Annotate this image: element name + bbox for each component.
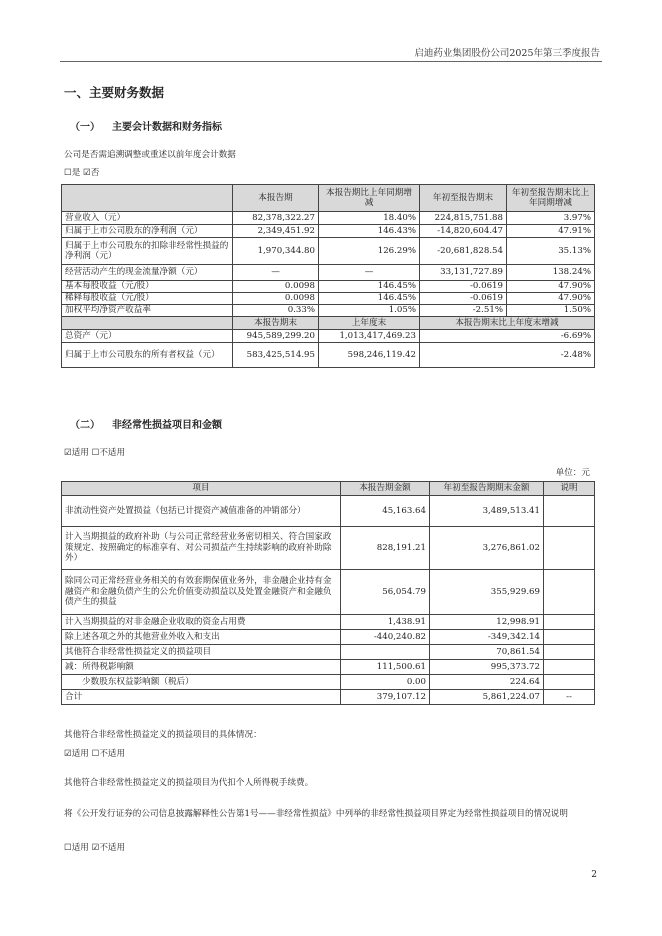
row-label: 营业收入（元） <box>62 212 233 225</box>
non-recurring-table <box>61 481 595 705</box>
row-label: 除同公司正常经营业务相关的有效套期保值业务外，非金融企业持有金融资产和金融负债产生的公允价值变动损益以及处置金融资产和金融负债产生的损益 <box>62 570 341 615</box>
reclass-note: 将《公开发行证券的公司信息披露解释性公告第1号——非经常性损益》中列举的非经常性损益项目界定为经常性损益项目的情况说明 <box>64 809 568 819</box>
row-label: 少数股东权益影响额（税后） <box>62 675 341 690</box>
cell-value: 111,500.61 <box>341 660 430 675</box>
cell-value: 5,861,224.07 <box>430 690 544 705</box>
cell-value: 2,349,451.92 <box>233 225 319 238</box>
report-header: 启迪药业集团股份公司2025年第三季度报告 <box>414 48 600 59</box>
table-header-row <box>62 317 595 330</box>
header-cell: 本报告期末比上年度末增减 <box>420 317 595 330</box>
cell-value: -0.0619 <box>420 293 507 305</box>
table-row <box>62 343 595 368</box>
cell-value: -20,681,828.54 <box>420 238 507 265</box>
header-cell: 本报告期金额 <box>341 482 430 496</box>
header-cell: 项目 <box>62 482 341 496</box>
cell-value: -2.51% <box>420 305 507 317</box>
key-financial-table <box>61 184 595 368</box>
applicable-choice-2: ☑适用 ☐不适用 <box>64 749 126 759</box>
subsection-label: 主要会计数据和财务指标 <box>112 122 222 133</box>
table-row <box>62 527 595 570</box>
row-label: 非流动性资产处置损益（包括已计提资产减值准备的冲销部分） <box>62 496 341 527</box>
row-label: 加权平均净资产收益率 <box>62 305 233 317</box>
subsection-title-1 <box>70 118 222 133</box>
cell-value: 945,589,299.20 <box>233 330 319 343</box>
section-title: 一、主要财务数据 <box>64 85 165 100</box>
cell-value: 47.91% <box>507 225 595 238</box>
cell-value: — <box>319 265 420 281</box>
cell-value: 0.0098 <box>233 281 319 293</box>
table-row <box>62 690 595 705</box>
cell-value: 12,998.91 <box>430 615 544 630</box>
row-label: 合计 <box>62 690 341 705</box>
other-items-note: 其他符合非经常性损益定义的损益项目的具体情况： <box>64 730 262 740</box>
cell-value: -0.0619 <box>420 281 507 293</box>
cell-value: 47.90% <box>507 293 595 305</box>
header-cell: 年初至报告期末比上年同期增减 <box>507 185 595 212</box>
other-items-desc: 其他符合非经常性损益定义的损益项目为代扣个人所得税手续费。 <box>64 778 314 788</box>
cell-value: 0.0098 <box>233 293 319 305</box>
cell-note <box>544 615 595 630</box>
cell-value: 146.43% <box>319 225 420 238</box>
table-row <box>62 630 595 645</box>
cell-value: 828,191.21 <box>341 527 430 570</box>
header-cell: 年初至报告期期末金额 <box>430 482 544 496</box>
row-label: 归属于上市公司股东的净利润（元） <box>62 225 233 238</box>
row-label: 经营活动产生的现金流量净额（元） <box>62 265 233 281</box>
cell-value: 56,054.79 <box>341 570 430 615</box>
retro-question: 公司是否需追溯调整或重述以前年度会计数据 <box>64 150 236 160</box>
cell-value: 1,438.91 <box>341 615 430 630</box>
cell-value: 126.29% <box>319 238 420 265</box>
cell-note <box>544 496 595 527</box>
cell-value: 995,373.72 <box>430 660 544 675</box>
table-row <box>62 570 595 615</box>
cell-value: 598,246,119.42 <box>319 343 420 368</box>
cell-note <box>544 660 595 675</box>
cell-value: -349,342.14 <box>430 630 544 645</box>
cell-value: 3.97% <box>507 212 595 225</box>
table-header-row <box>62 185 595 212</box>
cell-note <box>544 527 595 570</box>
row-label: 除上述各项之外的其他营业外收入和支出 <box>62 630 341 645</box>
table-row <box>62 212 595 225</box>
cell-value: 583,425,514.95 <box>233 343 319 368</box>
cell-value: 224.64 <box>430 675 544 690</box>
cell-value: -6.69% <box>420 330 595 343</box>
cell-note <box>544 570 595 615</box>
cell-value: 1.05% <box>319 305 420 317</box>
cell-value: 1,970,344.80 <box>233 238 319 265</box>
cell-value: 47.90% <box>507 281 595 293</box>
cell-note: -- <box>544 690 595 705</box>
header-cell: 本报告期末 <box>233 317 319 330</box>
table-row <box>62 660 595 675</box>
unit-label: 单位：元 <box>555 468 590 478</box>
cell-value: 379,107.12 <box>341 690 430 705</box>
cell-value: 138.24% <box>507 265 595 281</box>
table-header-row <box>62 482 595 496</box>
cell-value: 3,489,513.41 <box>430 496 544 527</box>
table-row <box>62 293 595 305</box>
cell-value: 355,929.69 <box>430 570 544 615</box>
table-row <box>62 615 595 630</box>
row-label: 归属于上市公司股东的所有者权益（元） <box>62 343 233 368</box>
row-label: 计入当期损益的政府补助（与公司正常经营业务密切相关、符合国家政策规定、按照确定的标准享有、对公司损益产生持续影响的政府补助除外） <box>62 527 341 570</box>
cell-value: -440,240.82 <box>341 630 430 645</box>
table-row <box>62 265 595 281</box>
subsection-title-2 <box>70 416 222 431</box>
header-cell <box>62 185 233 212</box>
table-row <box>62 675 595 690</box>
cell-value: 35.13% <box>507 238 595 265</box>
header-cell-empty <box>62 317 233 330</box>
cell-value: 18.40% <box>319 212 420 225</box>
row-label: 稀释每股收益（元/股） <box>62 293 233 305</box>
cell-value: 82,378,322.27 <box>233 212 319 225</box>
header-cell: 本报告期 <box>233 185 319 212</box>
retro-choice: ☐是 ☑否 <box>64 168 100 178</box>
cell-note <box>544 645 595 660</box>
subsection-number: （二） <box>70 420 100 431</box>
cell-note <box>544 675 595 690</box>
table-row <box>62 281 595 293</box>
cell-value: 3,276,861.02 <box>430 527 544 570</box>
cell-value: — <box>233 265 319 281</box>
cell-note <box>544 630 595 645</box>
header-cell: 说明 <box>544 482 595 496</box>
table-row <box>62 496 595 527</box>
row-label: 计入当期损益的对非金融企业收取的资金占用费 <box>62 615 341 630</box>
cell-value: 45,163.64 <box>341 496 430 527</box>
page-number: 2 <box>591 870 597 880</box>
cell-value: 146.45% <box>319 293 420 305</box>
cell-value: 70,861.54 <box>430 645 544 660</box>
cell-value: 1.50% <box>507 305 595 317</box>
cell-value: 1,013,417,469.23 <box>319 330 420 343</box>
cell-value <box>341 645 430 660</box>
row-label: 减：所得税影响额 <box>62 660 341 675</box>
header-cell: 上年度末 <box>319 317 420 330</box>
table-row <box>62 645 595 660</box>
cell-value: -14,820,604.47 <box>420 225 507 238</box>
cell-value: 33,131,727.89 <box>420 265 507 281</box>
row-label: 归属于上市公司股东的扣除非经常性损益的净利润（元） <box>62 238 233 265</box>
subsection-label: 非经常性损益项目和金额 <box>112 420 222 431</box>
cell-value: -2.48% <box>420 343 595 368</box>
cell-value: 146.45% <box>319 281 420 293</box>
row-label: 总资产（元） <box>62 330 233 343</box>
table-row <box>62 238 595 265</box>
table-row <box>62 330 595 343</box>
header-cell: 本报告期比上年同期增减 <box>319 185 420 212</box>
cell-value: 0.00 <box>341 675 430 690</box>
cell-value: 0.33% <box>233 305 319 317</box>
subsection-number: （一） <box>70 122 100 133</box>
header-cell: 年初至报告期末 <box>420 185 507 212</box>
applicable-choice-3: ☐适用 ☑不适用 <box>64 843 126 853</box>
row-label: 基本每股收益（元/股） <box>62 281 233 293</box>
cell-value: 224,815,751.88 <box>420 212 507 225</box>
header-divider <box>60 61 602 62</box>
row-label: 其他符合非经常性损益定义的损益项目 <box>62 645 341 660</box>
applicable-choice: ☑适用 ☐不适用 <box>64 448 126 458</box>
table-row <box>62 305 595 317</box>
table-row <box>62 225 595 238</box>
